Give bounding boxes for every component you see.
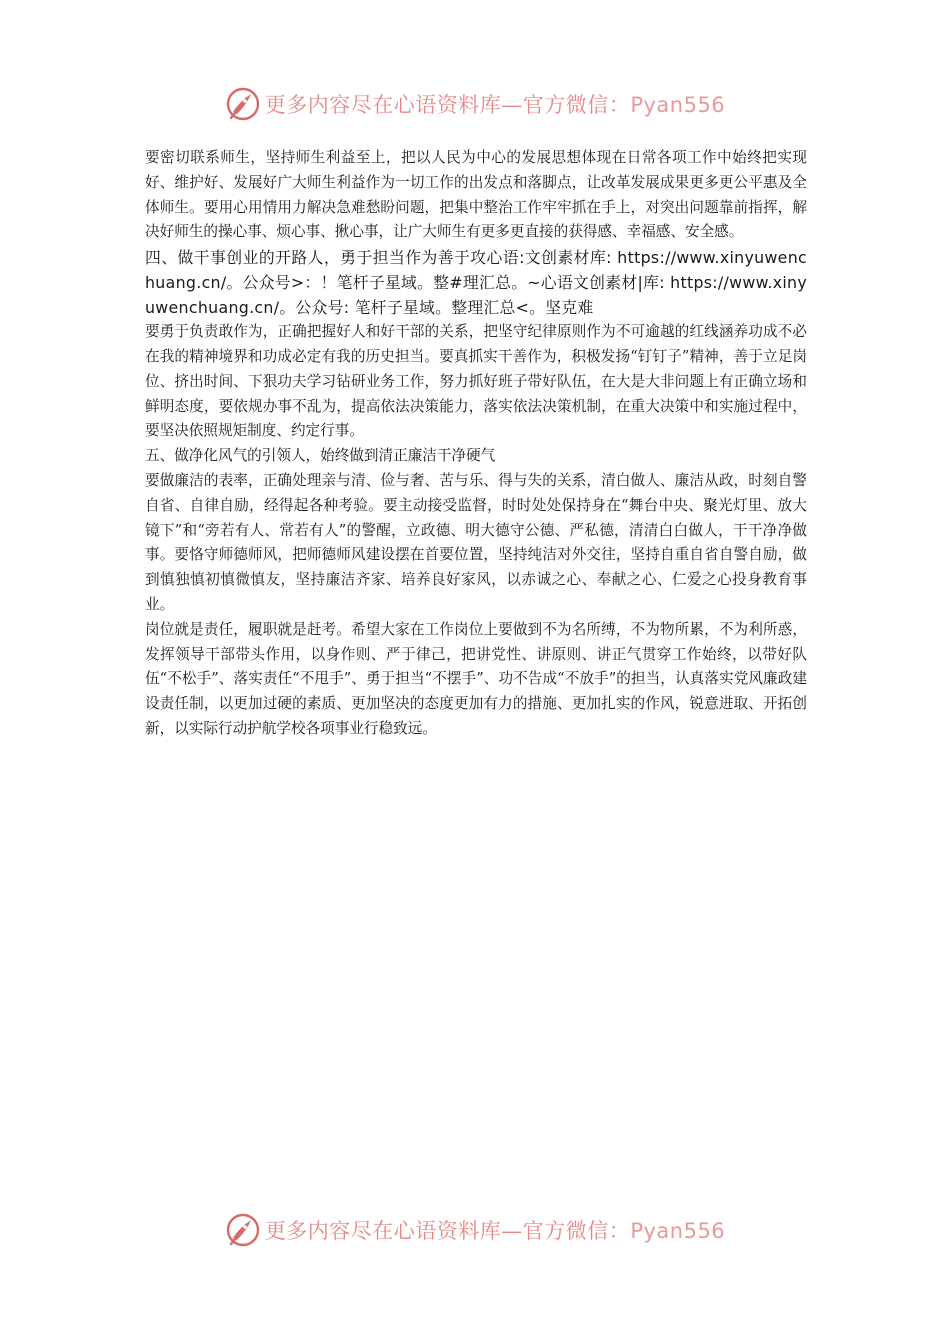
paragraph-1: 要密切联系师生，坚持师生利益至上，把以人民为中心的发展思想体现在日常各项工作中始终把实现好、维护好、发展好广大师生利益作为一切工作的出发点和落脚点，让改革发展成果更多更公平惠及全体师生。要用心用情用力解决急难愁盼问题，把集中整治工作牢牢抓在手上，对突出问题靠前指挥，解决好师生的操心事、烦心事、揪心事，让广大师生有更多更直接的获得感、幸福感、安全感。 [145, 149, 807, 241]
paragraph-2: 要勇于负责敢作为，正确把握好人和好干部的关系，把坚守纪律原则作为不可逾越的红线涵养功成不必在我的精神境界和功成必定有我的历史担当。要真抓实干善作为，积极发扬“钉钉子”精神，善于立足岗位、挤出时间、下狠功夫学习钻研业务工作，努力抓好班子带好队伍，在大是大非问题上有正确立场和鲜明态度，要依规办事不乱为，提高依法决策能力，落实依法决策机制，在重大决策中和实施过程中，要坚决依照规矩制度、约定行事。 [145, 323, 807, 440]
banner-handle: Pyan556 [630, 93, 726, 117]
section-heading-5: 五、做净化风气的引领人，始终做到清正廉洁干净硬气 [145, 447, 496, 465]
banner-text: 更多内容尽在心语资料库—官方微信：Pyan556 [264, 1219, 726, 1243]
document-body [145, 146, 807, 742]
pen-nib-logo-icon [225, 86, 261, 122]
paragraph-3: 要做廉洁的表率，正确处理亲与清、俭与奢、苦与乐、得与失的关系，清白做人、廉洁从政，时刻自警自省、自律自励，经得起各种考验。要主动接受监督，时时处处保持身在“舞台中央、聚光灯里、放大镜下”和“旁若有人、常若有人”的警醒，立政德、明大德守公德、严私德，清清白白做人，干干净净做事。要恪守师德师风，把师德师风建设摆在首要位置，坚持纯洁对外交往，坚持自重自省自警自励，做到慎独慎初慎微慎友，坚持廉洁齐家、培养良好家风，以赤诚之心、奉献之心、仁爱之心投身教育事业。 [145, 471, 807, 613]
banner-handle: Pyan556 [630, 1219, 726, 1243]
section-heading-4: 四、做干事创业的开路人，勇于担当作为善于攻心语:文创素材库: https://www.xinyuwenchuang.cn/。公众号>：！笔杆子星域。整#理汇总。~心语文创素材|库: https://www.xinyuwenchuang.cn/。公众号: 笔杆子星域。整理汇总<。坚克难 [145, 248, 807, 318]
footer-banner [0, 1210, 950, 1250]
pen-nib-logo-icon [225, 1212, 261, 1248]
banner-text: 更多内容尽在心语资料库—官方微信：Pyan556 [264, 93, 726, 117]
header-banner [0, 84, 950, 124]
paragraph-4: 岗位就是责任，履职就是赶考。希望大家在工作岗位上要做到不为名所缚，不为物所累，不为利所惑，发挥领导干部带头作用，以身作则、严于律己，把讲党性、讲原则、讲正气贯穿工作始终，以带好队伍“不松手”、落实责任“不甩手”、勇于担当“不摆手”、功不告成“不放手”的担当，认真落实党风廉政建设责任制，以更加过硬的素质、更加坚决的态度更加有力的措施、更加扎实的作风，锐意进取、开拓创新，以实际行动护航学校各项事业行稳致远。 [145, 620, 807, 737]
